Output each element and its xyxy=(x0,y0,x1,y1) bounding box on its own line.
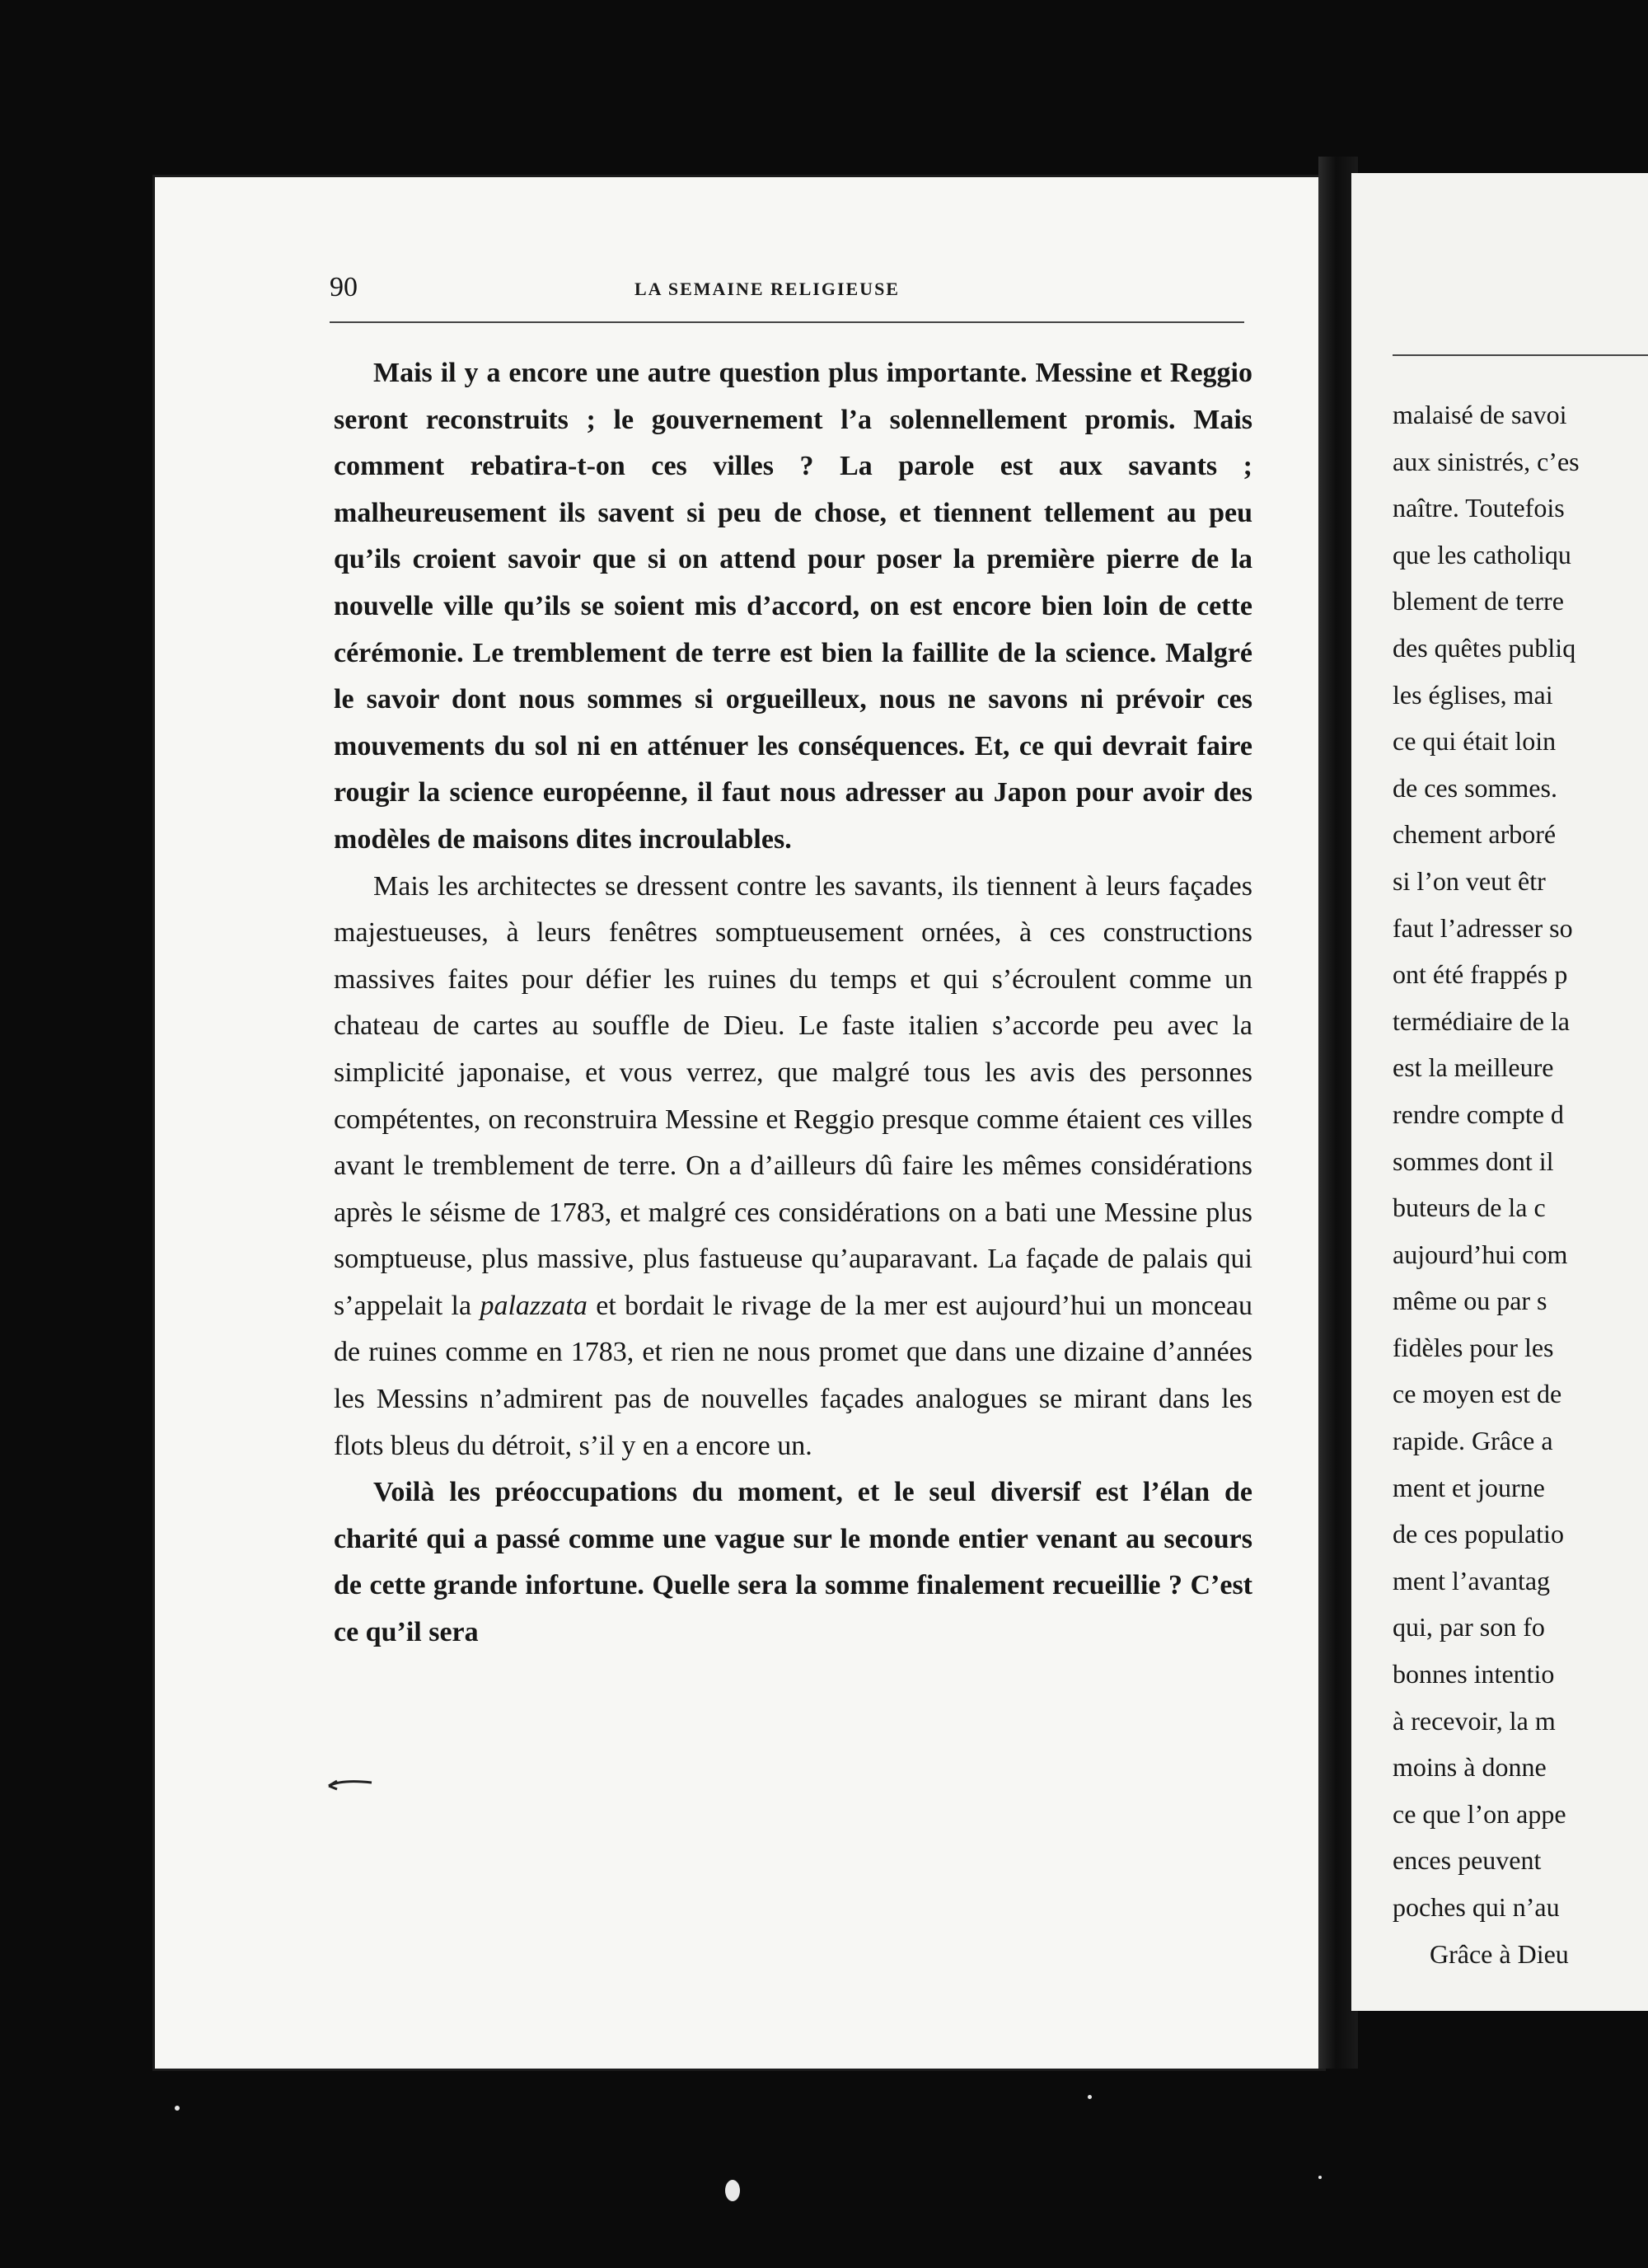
dust-speck xyxy=(1088,2095,1092,2099)
right-page-line: faut l’adresser so xyxy=(1393,912,1573,943)
right-page-line: poches qui n’au xyxy=(1393,1892,1560,1922)
running-head xyxy=(330,272,1244,323)
right-page-line: termédiaire de la xyxy=(1393,1005,1570,1036)
paragraph-2 xyxy=(334,864,1252,1470)
right-page xyxy=(1351,173,1648,2011)
right-page-line: chement arboré xyxy=(1393,819,1557,850)
right-page-line: de ces sommes. xyxy=(1393,772,1557,803)
right-page-line: sommes dont il xyxy=(1393,1146,1554,1176)
right-page-line: à recevoir, la m xyxy=(1393,1705,1556,1736)
right-page-line: ences peuvent xyxy=(1393,1845,1542,1876)
right-page-line: aujourd’hui com xyxy=(1393,1239,1568,1269)
right-page-line: malaisé de savoi xyxy=(1393,400,1567,429)
right-page-line: que les catholiqu xyxy=(1393,539,1571,569)
right-page-line: de ces populatio xyxy=(1393,1519,1564,1549)
right-page-line: ce moyen est de xyxy=(1393,1379,1562,1409)
right-page-line: ment et journe xyxy=(1393,1472,1545,1502)
right-page-line: rendre compte d xyxy=(1393,1099,1564,1129)
margin-arrow-mark xyxy=(325,1776,375,1792)
dust-speck xyxy=(1318,2176,1322,2179)
right-page-line: rapide. Grâce a xyxy=(1393,1426,1553,1456)
paragraph-3: Voilà les préoccupations du moment, et le seul diversif est l’élan de charité qui a passé comme une vague sur le monde entier venant au secours de cette grande infortune. Quelle sera la somme finalement recueillie ? C’est ce qu’il sera xyxy=(334,1477,1252,1648)
right-page-line: si l’on veut êtr xyxy=(1393,865,1546,896)
right-page-line: moins à donne xyxy=(1393,1752,1547,1783)
right-page-line: est la meilleure xyxy=(1393,1052,1554,1083)
right-page-line: fidèles pour les xyxy=(1393,1332,1554,1362)
right-page-line: naître. Toutefois xyxy=(1393,493,1565,523)
right-page-line: Grâce à Dieu xyxy=(1430,1938,1569,1969)
paragraph-2-continuation: et bordait le rivage de la mer est aujourd’hui un monceau de ruines comme en 1783, et rien ne nous promet que dans une dizaine d’années les Messins n’admirent pas de nouvelles façades analogues se mirant dans les flots bleus du détroit, s’il y en a encore un. xyxy=(334,1290,1253,1461)
right-page-line: buteurs de la c xyxy=(1393,1193,1546,1223)
dust-speck xyxy=(175,2106,180,2111)
right-header-rule xyxy=(1393,354,1648,356)
paragraph-1: Mais il y a encore une autre question plus importante. Messine et Reggio seront reconstruits ; le gouvernement l’a solennellement promis. Mais comment rebatira-t-on ces villes ? La parole est aux savants ; malheureusement ils savent si peu de chose, et tiennent tellement au peu qu’ils croient savoir que si on attend pour poser la première pierre de la nouvelle ville qu’ils se soient mis d’accord, on est encore bien loin de cette cérémonie. Le tremblement de terre est bien la faillite de la science. Malgré le savoir dont nous sommes si orgueilleux, nous ne savons ni prévoir ces mouvements du sol ni en atténuer les conséquences. Et, ce qui devrait faire rougir la science européenne, il faut nous adresser au Japon pour avoir des modèles de maisons dites incroulables. xyxy=(334,358,1252,855)
right-page-text xyxy=(1393,391,1648,1977)
right-page-line: ce qui était loin xyxy=(1393,726,1557,757)
running-title: LA SEMAINE RELIGIEUSE xyxy=(634,279,900,299)
body-text xyxy=(334,350,1252,1656)
right-page-line: ment l’avantag xyxy=(1393,1565,1551,1596)
italic-term: palazzata xyxy=(480,1290,588,1321)
right-page-line: blement de terre xyxy=(1393,586,1564,616)
right-page-line: bonnes intentio xyxy=(1393,1659,1555,1689)
right-page-line: des quêtes publiq xyxy=(1393,632,1576,663)
right-page-line: aux sinistrés, c’es xyxy=(1393,446,1580,476)
right-page-line: ont été frappés p xyxy=(1393,959,1568,990)
right-page-line: même ou par s xyxy=(1393,1286,1547,1316)
dust-speck xyxy=(725,2180,740,2201)
page-number: 90 xyxy=(330,272,358,302)
paragraph-2-text: Mais les architectes se dressent contre les savants, ils tiennent à leurs façades majestueuses, à leurs fenêtres somptueusement ornées, à ces constructions massives faites pour défier les ruines du temps et qui s’écroulent comme un chateau de cartes au souffle de Dieu. Le faste italien s’accorde peu avec la simplicité japonaise, et vous verrez, que malgré tous les avis des personnes compétentes, on reconstruira Messine et Reggio presque comme étaient ces villes avant le tremblement de terre. On a d’ailleurs dû faire les mêmes considérations après le séisme de 1783, et malgré ces considérations on a bati une Messine plus somptueuse, plus massive, plus fastueuse qu’auparavant. La façade de palais qui s’appelait la xyxy=(334,870,1252,1321)
right-page-line: qui, par son fo xyxy=(1393,1612,1545,1642)
right-page-line: les églises, mai xyxy=(1393,679,1553,710)
right-page-line: ce que l’on appe xyxy=(1393,1798,1566,1829)
